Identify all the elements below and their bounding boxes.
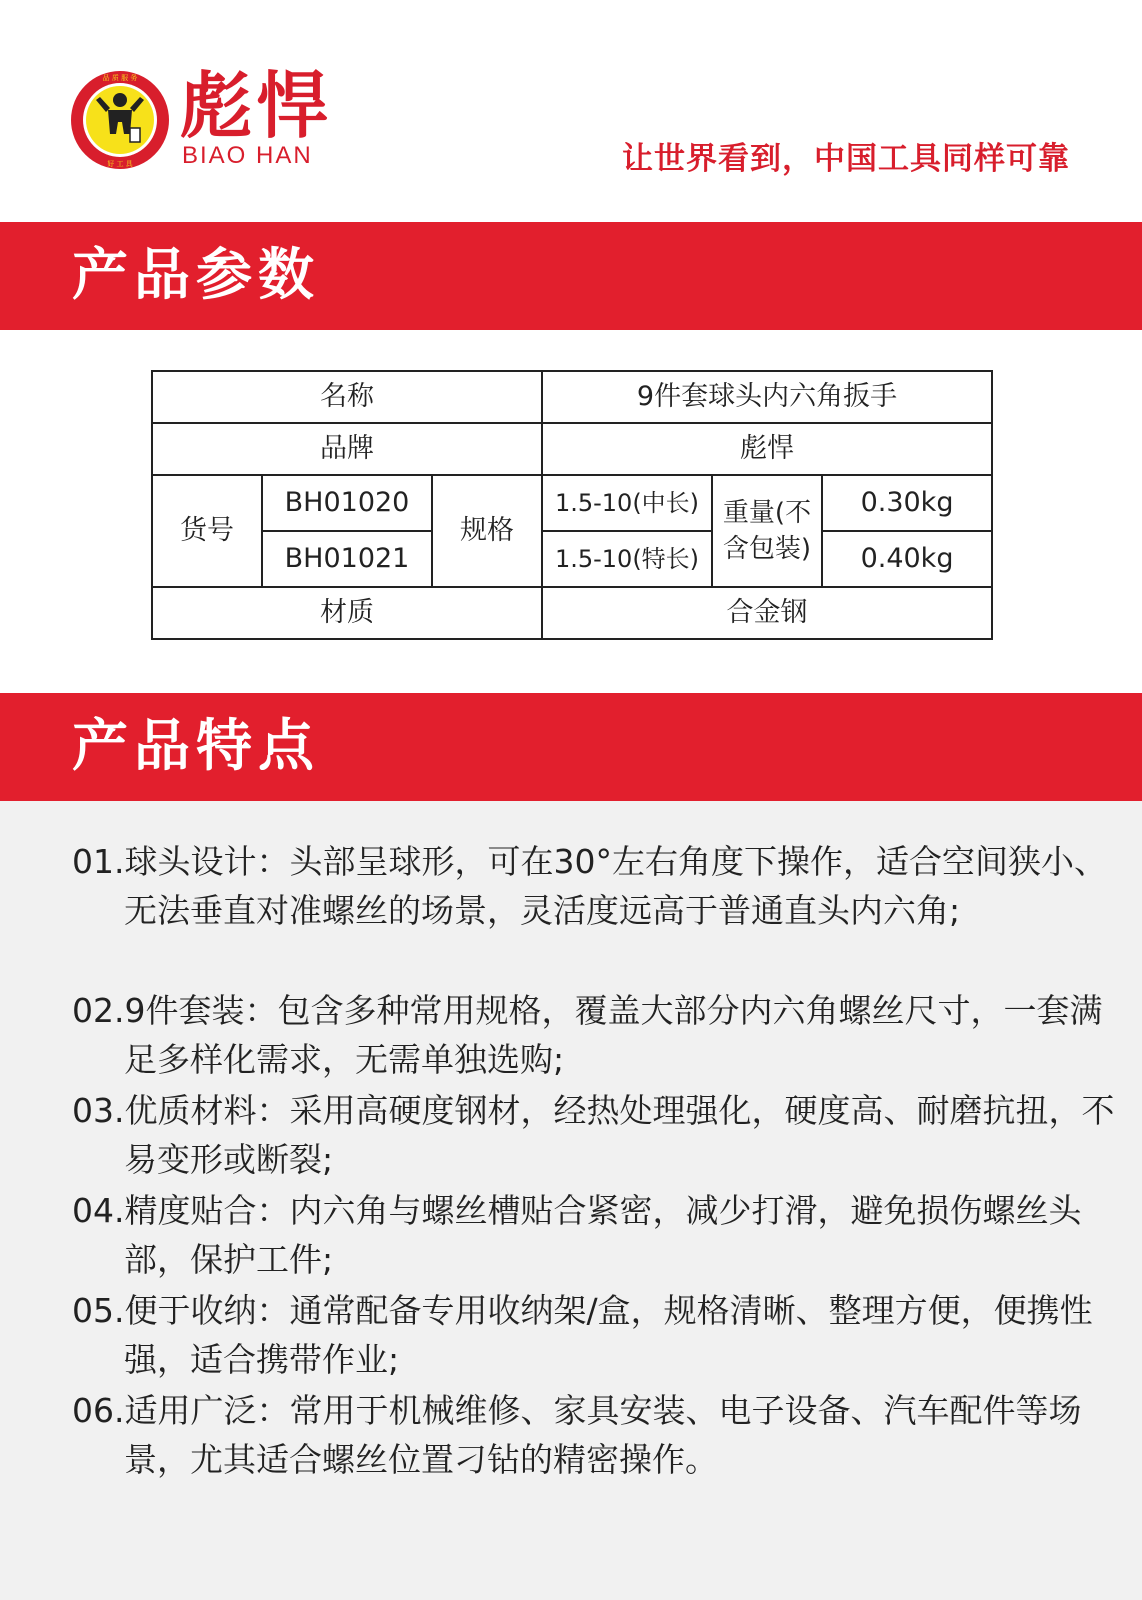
params-section-title: 产品参数 [72,243,320,308]
brand-label: 品牌 [152,423,542,475]
table-row [152,587,992,639]
weight-value: 0.40kg [822,531,992,587]
params-area [0,330,1142,693]
spec-label: 规格 [432,475,542,588]
list-item: 03.优质材料：采用高硬度钢材，经热处理强化，硬度高、耐磨抗扭，不易变形或断裂; [72,1091,1115,1179]
weight-label: 重量(不含包装) [712,475,822,588]
spec-value: 1.5-10(中长) [542,475,712,531]
table-row [152,531,992,587]
header [0,0,1142,222]
list-item: 06.适用广泛：常用于机械维修、家具安装、电子设备、汽车配件等场景，尤其适合螺丝位置刁钻的精密操作。 [72,1391,1082,1479]
list-item: 02.9件套装：包含多种常用规格，覆盖大部分内六角螺丝尺寸，一套满足多样化需求，无需单独选购; [72,991,1103,1079]
list-item: 04.精度贴合：内六角与螺丝槽贴合紧密，减少打滑，避免损伤螺丝头部，保护工件; [72,1191,1082,1279]
name-value: 9件套球头内六角扳手 [542,371,992,423]
params-section-header [0,222,1142,330]
slogan: 让世界看到，中国工具同样可靠 [622,141,1070,177]
code-value: BH01020 [262,475,432,531]
name-label: 名称 [152,371,542,423]
features-section-title: 产品特点 [72,714,320,779]
svg-text:品 质 服 务: 品 质 服 务 [102,74,138,82]
code-label: 货号 [152,475,262,588]
table-row [152,371,992,423]
code-value: BH01021 [262,531,432,587]
table-row [152,475,992,531]
brand-logo [70,70,170,170]
table-row [152,423,992,475]
list-item: 01.球头设计：头部呈球形，可在30°左右角度下操作，适合空间狭小、无法垂直对准螺丝的场景，灵活度远高于普通直头内六角; [72,842,1107,930]
weight-value: 0.30kg [822,475,992,531]
params-table [151,370,993,640]
material-value: 合金钢 [542,587,992,639]
list-item: 05.便于收纳：通常配备专用收纳架/盒，规格清晰、整理方便，便携性强，适合携带作业; [72,1291,1093,1379]
features-section-header [0,693,1142,801]
brand-name-chinese: 彪悍 [180,63,333,148]
brand-name-english: BIAO HAN [182,142,313,169]
svg-text:好 工 具: 好 工 具 [107,160,133,168]
material-label: 材质 [152,587,542,639]
features-list [0,801,1142,1600]
brand-value: 彪悍 [542,423,992,475]
spec-value: 1.5-10(特长) [542,531,712,587]
